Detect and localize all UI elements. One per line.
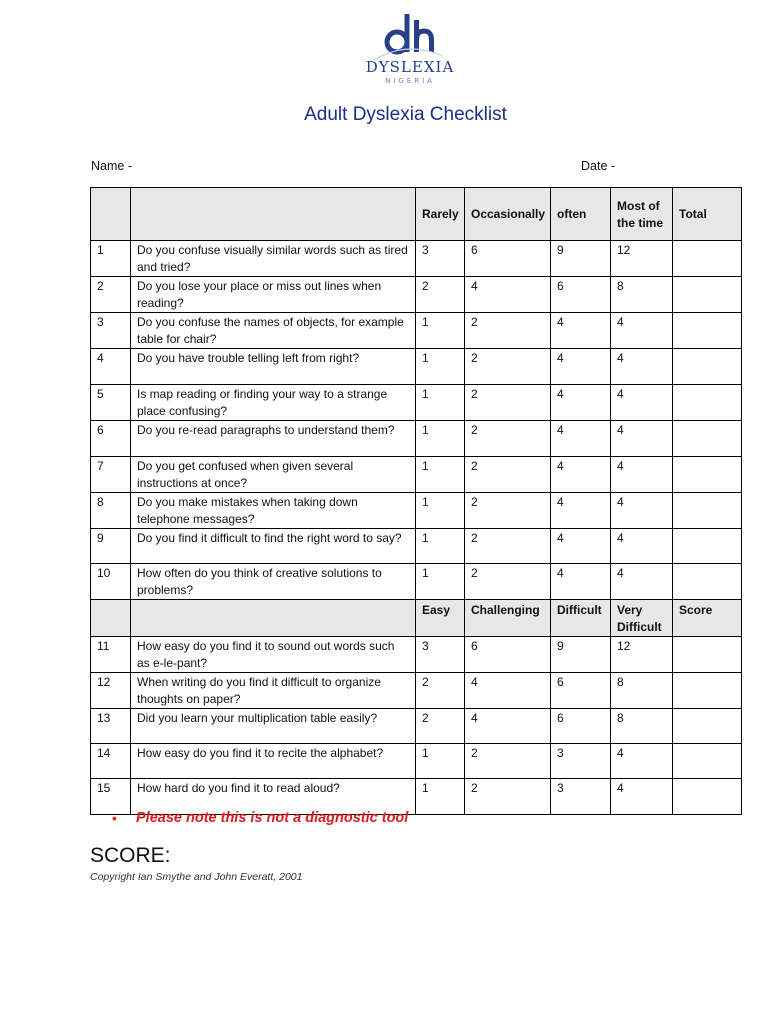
row-total	[673, 385, 742, 421]
row-most: 4	[611, 349, 673, 385]
row-most: 4	[611, 457, 673, 493]
row-challenging: 4	[465, 709, 551, 744]
row-number: 7	[91, 457, 131, 493]
header-challenging: Challenging	[465, 600, 551, 637]
date-label: Date -	[581, 159, 616, 173]
row-difficult: 3	[551, 779, 611, 815]
table-row	[91, 457, 742, 493]
checklist-table	[90, 187, 742, 815]
row-challenging: 6	[465, 637, 551, 673]
row-score	[673, 744, 742, 779]
row-occasionally: 2	[465, 564, 551, 600]
row-number: 5	[91, 385, 131, 421]
row-question: How hard do you find it to read aloud?	[131, 779, 416, 815]
row-very-difficult: 4	[611, 779, 673, 815]
dyslexia-nigeria-logo	[350, 10, 470, 92]
table-row	[91, 637, 742, 673]
row-total	[673, 457, 742, 493]
row-question: Do you find it difficult to find the right word to say?	[131, 529, 416, 564]
row-very-difficult: 8	[611, 709, 673, 744]
row-difficult: 9	[551, 637, 611, 673]
row-rarely: 2	[416, 277, 465, 313]
row-challenging: 2	[465, 744, 551, 779]
row-score	[673, 709, 742, 744]
row-rarely: 1	[416, 385, 465, 421]
row-number: 13	[91, 709, 131, 744]
row-question: Do you confuse the names of objects, for example table for chair?	[131, 313, 416, 349]
row-often: 4	[551, 421, 611, 457]
header-cell-question	[131, 188, 416, 241]
row-score	[673, 779, 742, 815]
row-easy: 3	[416, 637, 465, 673]
row-total	[673, 313, 742, 349]
row-number: 11	[91, 637, 131, 673]
row-number: 2	[91, 277, 131, 313]
row-rarely: 1	[416, 421, 465, 457]
row-total	[673, 241, 742, 277]
row-total	[673, 421, 742, 457]
row-rarely: 1	[416, 457, 465, 493]
row-most: 4	[611, 385, 673, 421]
row-occasionally: 2	[465, 457, 551, 493]
row-total	[673, 493, 742, 529]
table-row	[91, 744, 742, 779]
header-very-difficult: Very Difficult	[611, 600, 673, 637]
row-easy: 1	[416, 744, 465, 779]
table-row	[91, 313, 742, 349]
row-rarely: 1	[416, 349, 465, 385]
table-row	[91, 385, 742, 421]
row-score	[673, 673, 742, 709]
row-number: 4	[91, 349, 131, 385]
row-question: Do you confuse visually similar words such as tired and tried?	[131, 241, 416, 277]
table-row	[91, 673, 742, 709]
row-question: Do you get confused when given several instructions at once?	[131, 457, 416, 493]
row-occasionally: 6	[465, 241, 551, 277]
row-question: How easy do you find it to sound out words such as e-le-pant?	[131, 637, 416, 673]
row-question: When writing do you find it difficult to organize thoughts on paper?	[131, 673, 416, 709]
row-number: 1	[91, 241, 131, 277]
row-rarely: 1	[416, 564, 465, 600]
row-question: Do you re-read paragraphs to understand them?	[131, 421, 416, 457]
row-rarely: 3	[416, 241, 465, 277]
row-often: 9	[551, 241, 611, 277]
row-question: Do you have trouble telling left from right?	[131, 349, 416, 385]
row-often: 4	[551, 529, 611, 564]
row-most: 8	[611, 277, 673, 313]
disclaimer-note: Please note this is not a diagnostic tool	[136, 810, 409, 826]
row-question: Did you learn your multiplication table easily?	[131, 709, 416, 744]
table-row	[91, 564, 742, 600]
logo-wordmark: DYSLEXIA	[365, 58, 455, 76]
row-occasionally: 2	[465, 421, 551, 457]
table-row	[91, 349, 742, 385]
header-easy: Easy	[416, 600, 465, 637]
row-often: 4	[551, 457, 611, 493]
table-subheader-row	[91, 600, 742, 637]
subheader-cell-number	[91, 600, 131, 637]
row-number: 6	[91, 421, 131, 457]
header-difficult: Difficult	[551, 600, 611, 637]
row-most: 4	[611, 313, 673, 349]
row-very-difficult: 8	[611, 673, 673, 709]
row-difficult: 6	[551, 673, 611, 709]
table-row	[91, 493, 742, 529]
row-difficult: 3	[551, 744, 611, 779]
row-very-difficult: 12	[611, 637, 673, 673]
row-total	[673, 277, 742, 313]
row-occasionally: 2	[465, 349, 551, 385]
row-occasionally: 2	[465, 493, 551, 529]
row-total	[673, 529, 742, 564]
row-often: 4	[551, 349, 611, 385]
row-often: 4	[551, 385, 611, 421]
row-question: Is map reading or finding your way to a strange place confusing?	[131, 385, 416, 421]
row-rarely: 1	[416, 529, 465, 564]
row-occasionally: 2	[465, 529, 551, 564]
subheader-cell-question	[131, 600, 416, 637]
table-header-row	[91, 188, 742, 241]
header-total: Total	[673, 188, 742, 241]
table-row	[91, 529, 742, 564]
header-cell-number	[91, 188, 131, 241]
row-number: 10	[91, 564, 131, 600]
row-very-difficult: 4	[611, 744, 673, 779]
row-easy: 2	[416, 709, 465, 744]
row-often: 4	[551, 313, 611, 349]
logo-subtitle: NIGERIA	[385, 77, 435, 85]
header-often: often	[551, 188, 611, 241]
row-often: 6	[551, 277, 611, 313]
row-question: How easy do you find it to recite the alphabet?	[131, 744, 416, 779]
row-often: 4	[551, 564, 611, 600]
row-easy: 2	[416, 673, 465, 709]
row-occasionally: 4	[465, 277, 551, 313]
header-most-of-the-time: Most of the time	[611, 188, 673, 241]
header-score: Score	[673, 600, 742, 637]
table-row	[91, 709, 742, 744]
row-most: 12	[611, 241, 673, 277]
row-most: 4	[611, 564, 673, 600]
row-most: 4	[611, 421, 673, 457]
row-easy: 1	[416, 779, 465, 815]
header-occasionally: Occasionally	[465, 188, 551, 241]
page-title: Adult Dyslexia Checklist	[304, 104, 507, 125]
row-most: 4	[611, 493, 673, 529]
table-row	[91, 241, 742, 277]
header-rarely: Rarely	[416, 188, 465, 241]
name-label: Name -	[91, 159, 132, 173]
row-number: 12	[91, 673, 131, 709]
row-number: 3	[91, 313, 131, 349]
row-most: 4	[611, 529, 673, 564]
row-occasionally: 2	[465, 385, 551, 421]
row-number: 9	[91, 529, 131, 564]
row-rarely: 1	[416, 313, 465, 349]
score-label: SCORE:	[90, 844, 171, 867]
row-total	[673, 564, 742, 600]
row-challenging: 2	[465, 779, 551, 815]
row-often: 4	[551, 493, 611, 529]
row-question: Do you lose your place or miss out lines when reading?	[131, 277, 416, 313]
table-row	[91, 421, 742, 457]
row-question: Do you make mistakes when taking down telephone messages?	[131, 493, 416, 529]
row-score	[673, 637, 742, 673]
copyright-text: Copyright Ian Smythe and John Everatt, 2001	[90, 871, 303, 883]
row-number: 15	[91, 779, 131, 815]
table-row	[91, 277, 742, 313]
row-difficult: 6	[551, 709, 611, 744]
row-question: How often do you think of creative solutions to problems?	[131, 564, 416, 600]
row-number: 14	[91, 744, 131, 779]
row-total	[673, 349, 742, 385]
note-bullet: •	[112, 810, 117, 826]
row-occasionally: 2	[465, 313, 551, 349]
row-rarely: 1	[416, 493, 465, 529]
row-number: 8	[91, 493, 131, 529]
row-challenging: 4	[465, 673, 551, 709]
